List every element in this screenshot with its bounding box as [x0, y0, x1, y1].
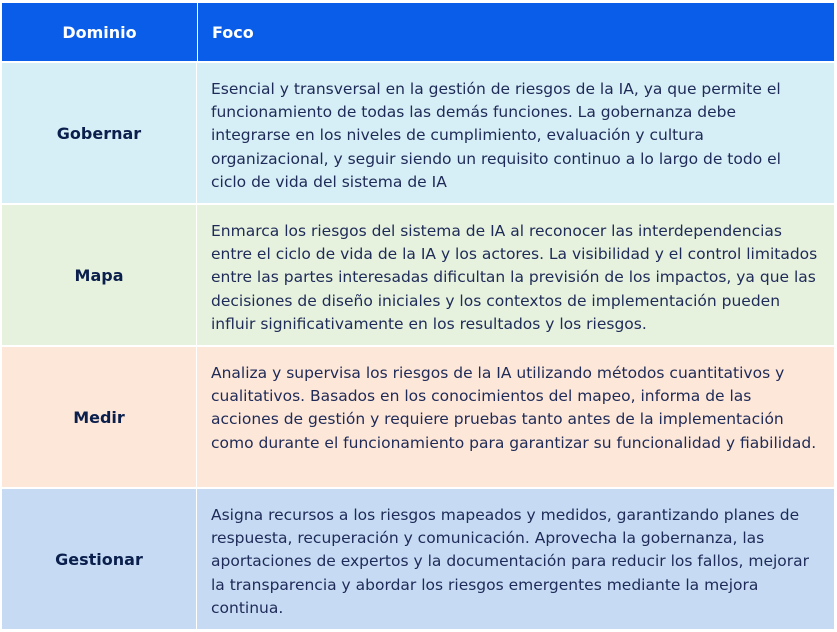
header-focus: Foco [212, 22, 254, 42]
table-row [2, 203, 834, 345]
header-domain: Dominio [2, 3, 198, 61]
focus-cell: Enmarca los riesgos del sistema de IA al reconocer las interdependencias entre el ciclo de vida de la IA y los actores. La visibilidad y el control limitados entre las partes interesadas dificultan la previsión de los impactos, ya que las decisiones de diseño iniciales y los contextos de implementación pueden influir significativamente en los resultados y los riesgos. [211, 222, 818, 333]
focus-cell: Analiza y supervisa los riesgos de la IA utilizando métodos cuantitativos y cualitativos. Basados en los conocimientos del mapeo, informa de las acciones de gestión y requiere pruebas tanto antes de la implementación como durante el funcionamiento para garantizar su funcionalidad y fiabilidad. [211, 364, 817, 452]
domain-cell: Gestionar [2, 489, 197, 629]
domain-cell: Medir [2, 347, 197, 487]
table-row [2, 345, 834, 487]
table-header [2, 3, 834, 61]
ai-risk-domains-table [2, 3, 834, 629]
focus-cell: Esencial y transversal en la gestión de riesgos de la IA, ya que permite el funcionamiento de todas las demás funciones. La gobernanza debe integrarse en los niveles de cumplimiento, evaluación y cultura organizacional, y seguir siendo un requisito continuo a lo largo de todo el ciclo de vida del sistema de IA [211, 80, 781, 191]
focus-cell: Asigna recursos a los riesgos mapeados y medidos, garantizando planes de respuesta, recuperación y comunicación. Aprovecha la gobernanza, las aportaciones de expertos y la documentación para reducir los fallos, mejorar la transparencia y abordar los riesgos emergentes mediante la mejora continua. [211, 506, 810, 617]
domain-cell: Mapa [2, 205, 197, 345]
domain-cell: Gobernar [2, 63, 197, 203]
table-row [2, 61, 834, 203]
table-row [2, 487, 834, 629]
